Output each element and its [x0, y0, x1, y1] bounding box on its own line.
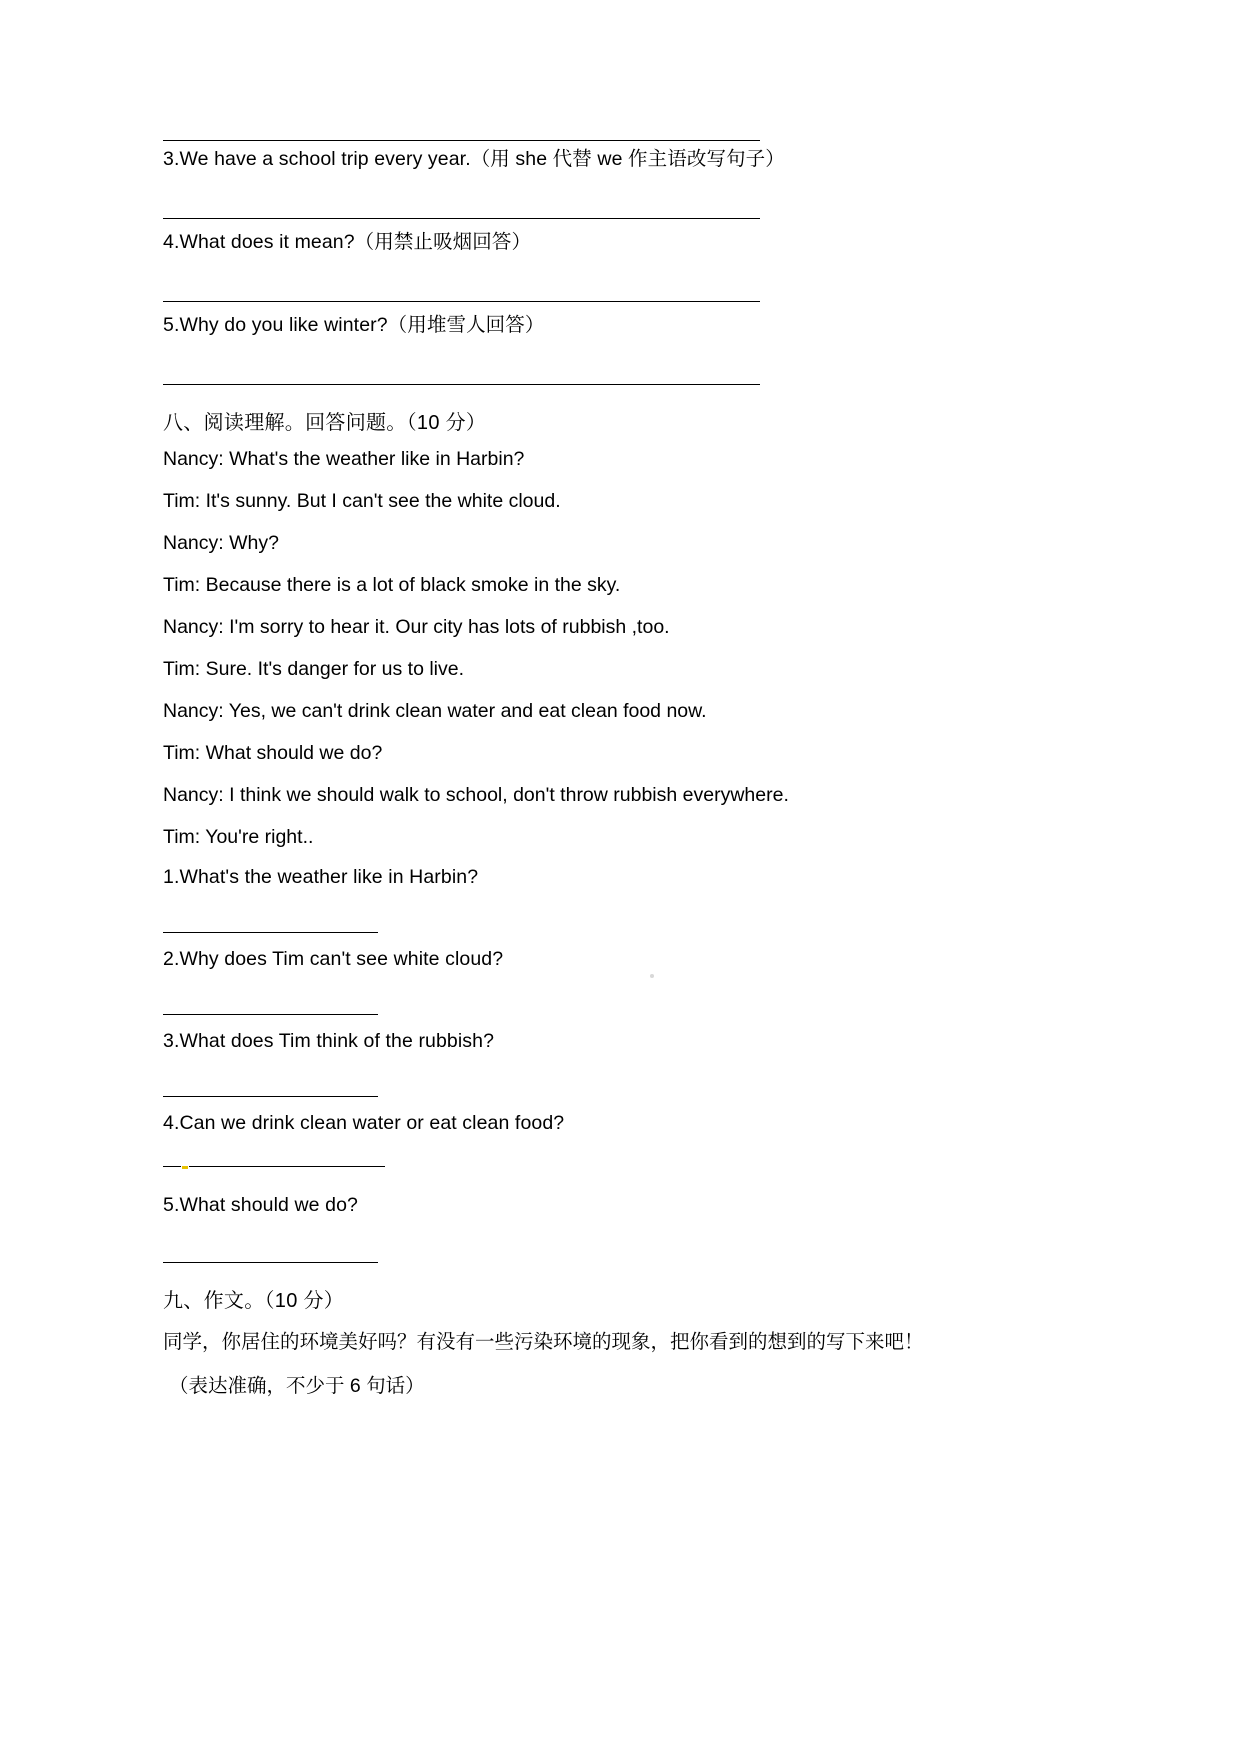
- answer-line: [163, 932, 378, 933]
- writing-prompt-block: [163, 1326, 1083, 1370]
- question-text: 1.What's the weather like in Harbin?: [163, 866, 479, 888]
- dialogue-line: [163, 742, 1083, 784]
- section-heading: 九、作文。（10 分）: [163, 1290, 345, 1312]
- writing-prompt: 同学，你居住的环境美好吗？有没有一些污染环境的现象，把你看到的想到的写下来吧！: [163, 1331, 924, 1353]
- reading-section-heading-block: [163, 406, 1083, 448]
- writing-requirement: （表达准确，不少于 6 句话）: [169, 1375, 425, 1397]
- dialogue-line: [163, 448, 1083, 490]
- page-content: [163, 118, 1083, 1412]
- question-text: 4.Can we drink clean water or eat clean food?: [163, 1112, 565, 1134]
- answer-line: [163, 218, 760, 219]
- answer-line: [163, 1096, 378, 1097]
- dialogue-text: Nancy: What's the weather like in Harbin?: [163, 448, 525, 470]
- dialogue-line: [163, 616, 1083, 658]
- writing-section-heading-block: [163, 1284, 1083, 1326]
- reading-question-5: [163, 1196, 1083, 1284]
- dialogue-text: Nancy: Yes, we can't drink clean water and eat clean food now.: [163, 700, 707, 722]
- dialogue-line: [163, 532, 1083, 574]
- rewrite-question-4: [163, 233, 1083, 316]
- dash-mark: [163, 1166, 181, 1167]
- dialogue-text: Tim: What should we do?: [163, 742, 383, 764]
- highlight-mark: [182, 1166, 188, 1169]
- dialogue-line: [163, 826, 1083, 868]
- dialogue-text: Tim: Sure. It's danger for us to live.: [163, 658, 465, 680]
- writing-requirement-block: [163, 1370, 1083, 1412]
- question-text: 3.What does Tim think of the rubbish?: [163, 1030, 495, 1052]
- question-text: 3.We have a school trip every year.（用 she 代替 we 作主语改写句子）: [163, 148, 785, 170]
- dialogue-line: [163, 574, 1083, 616]
- question-text: 5.What should we do?: [163, 1194, 358, 1216]
- answer-line: [163, 140, 760, 141]
- question-text: 4.What does it mean?（用禁止吸烟回答）: [163, 231, 532, 253]
- reading-question-3: [163, 1032, 1083, 1114]
- dialogue-text: Nancy: Why?: [163, 532, 279, 554]
- section-heading: 八、阅读理解。回答问题。（10 分）: [163, 412, 487, 434]
- answer-line: [163, 1014, 378, 1015]
- dialogue-text: Tim: You're right..: [163, 826, 314, 848]
- answer-line: [163, 301, 760, 302]
- question-text: 2.Why does Tim can't see white cloud?: [163, 948, 504, 970]
- dialogue-text: Nancy: I'm sorry to hear it. Our city has lots of rubbish ,too.: [163, 616, 670, 638]
- reading-question-4: [163, 1114, 1083, 1196]
- answer-line: [163, 1160, 385, 1178]
- dialogue-text: Tim: Because there is a lot of black smoke in the sky.: [163, 574, 621, 596]
- rewrite-question-3: [163, 150, 1083, 233]
- dialogue-line: [163, 784, 1083, 826]
- dialogue-line: [163, 658, 1083, 700]
- reading-question-2: [163, 950, 1083, 1032]
- rewrite-question-5: [163, 316, 1083, 406]
- answer-line: [163, 384, 760, 385]
- answer-line-rule: [189, 1166, 385, 1167]
- dialogue-line: [163, 490, 1083, 532]
- dialogue-text: Nancy: I think we should walk to school, don't throw rubbish everywhere.: [163, 784, 789, 806]
- dialogue-line: [163, 700, 1083, 742]
- question-text: 5.Why do you like winter?（用堆雪人回答）: [163, 314, 545, 336]
- dialogue-text: Tim: It's sunny. But I can't see the white cloud.: [163, 490, 561, 512]
- page-speck: [650, 974, 654, 978]
- answer-line: [163, 1262, 378, 1263]
- reading-question-1: [163, 868, 1083, 950]
- answer-rule-top: [163, 118, 1083, 150]
